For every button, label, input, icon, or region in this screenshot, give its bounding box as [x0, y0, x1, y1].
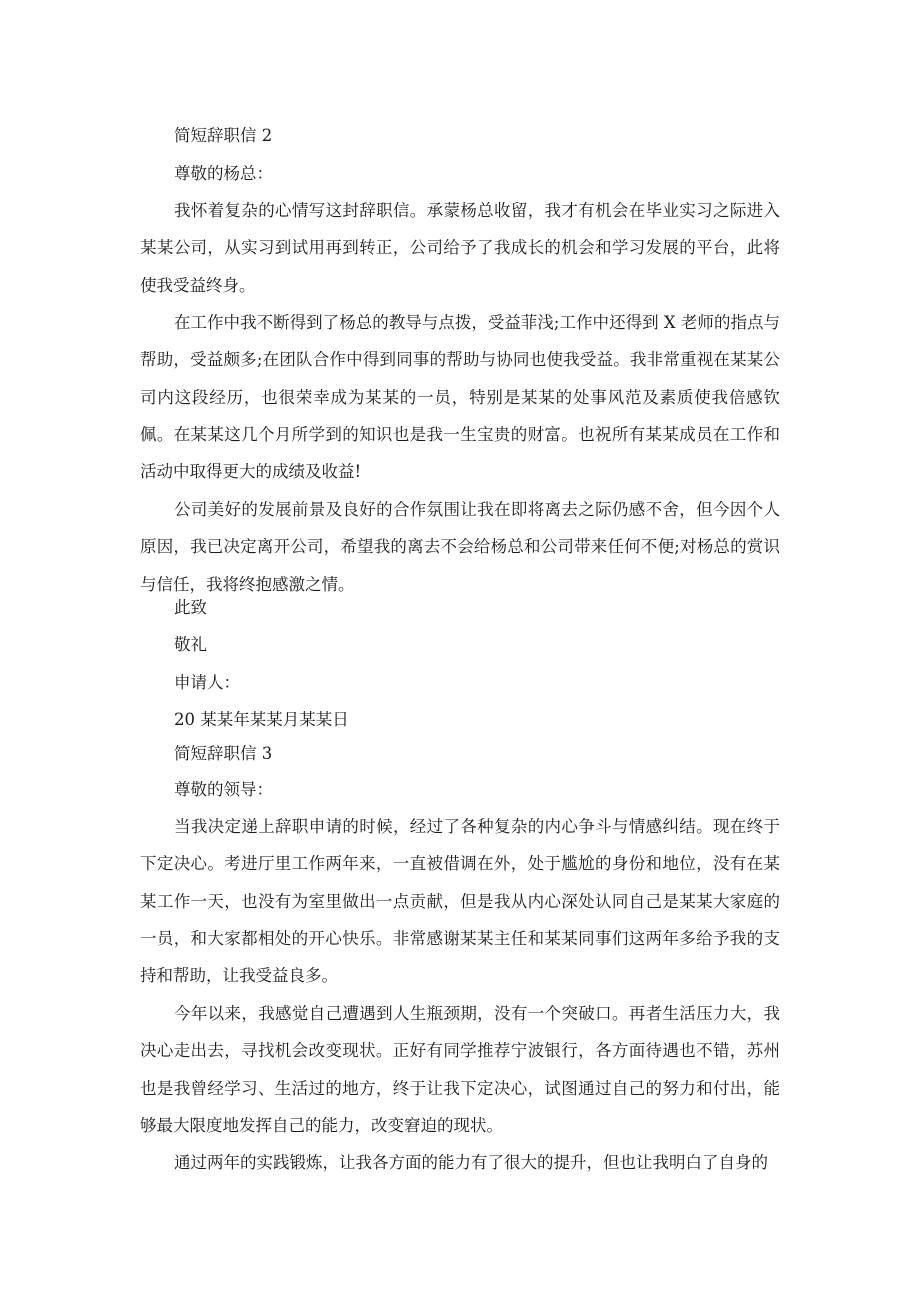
- letter2-applicant: 申请人：: [174, 673, 240, 692]
- letter2-title: 简短辞职信 2: [174, 126, 273, 145]
- letter2-paragraph-3: 公司美好的发展前景及良好的合作氛围让我在即将离去之际仍感不舍，但今因个人原因，我已决定离开公司，希望我的离去不会给杨总和公司带来任何不便;对杨总的赏识与信任，我将终抱感激之情。: [140, 500, 780, 594]
- letter2-date: 20 某某年某某月某某日: [174, 710, 349, 729]
- letter3-paragraph-3: 通过两年的实践锻炼，让我各方面的能力有了很大的提升，但也让我明白了自身的: [174, 1153, 768, 1172]
- letter2-closing-2: 敬礼: [174, 635, 207, 654]
- letter3-paragraph-2: 今年以来，我感觉自己遭遇到人生瓶颈期，没有一个突破口。再者生活压力大，我决心走出去，寻找机会改变现状。正好有同学推荐宁波银行，各方面待遇也不错，苏州也是我曾经学习、生活过的地方，终于让我下定决心，试图通过自己的努力和付出，能够最大限度地发挥自己的能力，改变窘迫的现状。: [140, 1004, 780, 1135]
- letter3-salutation: 尊敬的领导：: [174, 780, 273, 799]
- letter2-salutation: 尊敬的杨总：: [174, 164, 273, 183]
- letter3-paragraph-1: 当我决定递上辞职申请的时候，经过了各种复杂的内心争斗与情感纠结。现在终于下定决心。考进厅里工作两年来，一直被借调在外，处于尴尬的身份和地位，没有在某某工作一天，也没有为室里做出一点贡献，但是我从内心深处认同自己是某某大家庭的一员，和大家都相处的开心快乐。非常感谢某某主任和某某同事们这两年多给予我的支持和帮助，让我受益良多。: [140, 817, 780, 986]
- letter2-paragraph-1: 我怀着复杂的心情写这封辞职信。承蒙杨总收留，我才有机会在毕业实习之际进入某某公司，从实习到试用再到转正，公司给予了我成长的机会和学习发展的平台，此将使我受益终身。: [140, 201, 780, 295]
- letter2-closing-1: 此致: [174, 598, 207, 617]
- letter3-title: 简短辞职信 3: [174, 744, 273, 763]
- letter2-paragraph-2: 在工作中我不断得到了杨总的教导与点拨，受益菲浅;工作中还得到 X 老师的指点与帮助，受益颇多;在团队合作中得到同事的帮助与协同也使我受益。我非常重视在某某公司内这段经历，也很荣幸成为某某的一员，特别是某某的处事风范及素质使我倍感钦佩。在某某这几个月所学到的知识也是我一生宝贵的财富。也祝所有某某成员在工作和活动中取得更大的成绩及收益!: [140, 313, 780, 482]
